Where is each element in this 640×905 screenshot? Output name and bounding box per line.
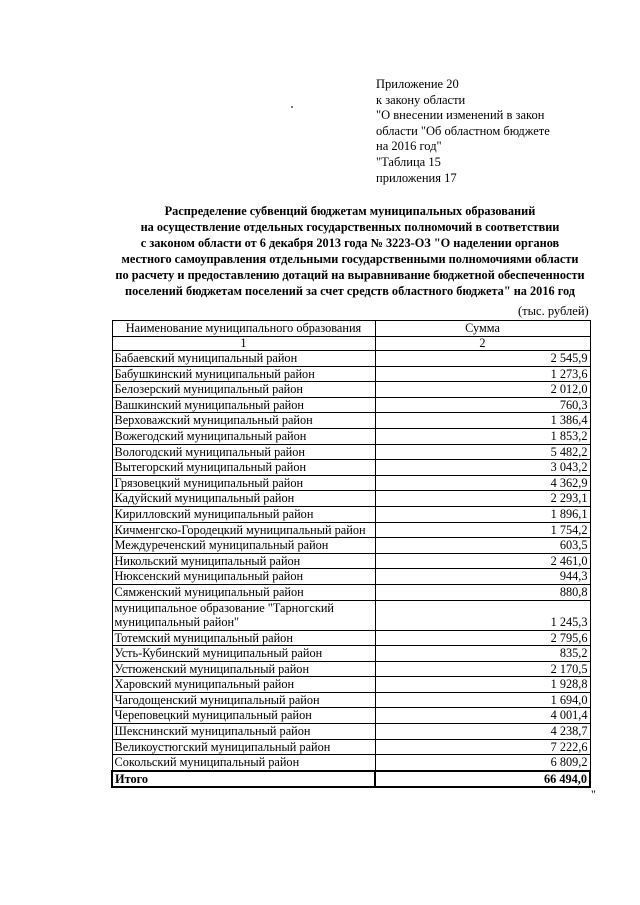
municipality-name: Чагодощенский муниципальный район [112,692,375,708]
municipality-name: Вожегодский муниципальный район [112,428,375,444]
municipality-name: Кичменгско-Городецкий муниципальный район [112,522,375,538]
municipality-name: муниципальное образование "Тарногский муниципальный район" [112,600,375,630]
table-row [112,397,590,413]
title-line: Распределение субвенций бюджетам муниципальных образований [164,204,536,218]
title-line: с законом области от 6 декабря 2013 года № 3223-ОЗ "О наделении органов [140,235,560,250]
table-row [112,444,590,460]
table-row [112,491,590,507]
total-label: Итого [112,771,375,788]
column-index: 1 [112,337,375,351]
table-row [112,692,590,708]
table-index-row [112,337,590,351]
municipality-name: Междуреченский муниципальный район [112,538,375,554]
closing-quote: " [591,787,596,801]
table-row [112,382,590,398]
municipality-name: Нюксенский муниципальный район [112,569,375,585]
municipality-name: Вологодский муниципальный район [112,444,375,460]
municipality-name: Вашкинский муниципальный район [112,397,375,413]
units-label: (тыс. рублей) [518,304,589,318]
subvention-sum: 760,3 [375,397,590,413]
subvention-sum: 4 001,4 [375,708,590,724]
table-row [112,413,590,429]
subvention-sum: 5 482,2 [375,444,590,460]
table-row [112,460,590,476]
table-row [112,351,590,367]
title-line: поселений бюджетам поселений за счет средств областного бюджета" на 2016 год [124,283,575,298]
municipality-name: Белозерский муниципальный район [112,382,375,398]
municipality-name: Великоустюгский муниципальный район [112,739,375,755]
title-line: местного самоуправления отдельными государственными полномочиями области [121,251,579,266]
appendix-line: области "Об областном бюджете [376,123,550,138]
municipality-name: Бабаевский муниципальный район [112,351,375,367]
subvention-sum: 1 273,6 [375,366,590,382]
table-row [112,600,590,630]
table-row [112,755,590,771]
subvention-sum: 4 362,9 [375,475,590,491]
subvention-sum: 603,5 [375,538,590,554]
subvention-sum: 944,3 [375,569,590,585]
table-row [112,428,590,444]
subvention-sum: 1 853,2 [375,428,590,444]
subvention-sum: 4 238,7 [375,724,590,740]
column-header-name: Наименование муниципального образования [112,321,375,337]
table-row [112,646,590,662]
subvention-sum: 880,8 [375,584,590,600]
subvention-sum: 2 012,0 [375,382,590,398]
appendix-line: "О внесении изменений в закон [376,108,545,123]
table-row [112,475,590,491]
subvention-sum: 1 928,8 [375,677,590,693]
municipality-name: Кирилловский муниципальный район [112,506,375,522]
municipality-name: Череповецкий муниципальный район [112,708,375,724]
table-row [112,553,590,569]
subvention-sum: 2 170,5 [375,661,590,677]
table-row [112,630,590,646]
appendix-line: "Таблица 15 [376,154,441,169]
appendix-line: на 2016 год" [376,139,442,154]
subvention-sum: 1 694,0 [375,692,590,708]
subvention-sum: 835,2 [375,646,590,662]
subvention-sum: 6 809,2 [375,755,590,771]
subvention-table [111,320,591,788]
title-line: по расчету и предоставлению дотаций на выравнивание бюджетной обеспеченности [115,267,585,282]
subvention-sum: 2 461,0 [375,553,590,569]
municipality-name: Бабушкинский муниципальный район [112,366,375,382]
subvention-sum: 1 245,3 [375,600,590,630]
municipality-name: Усть-Кубинский муниципальный район [112,646,375,662]
title-line: на осуществление отдельных государственных полномочий в соответствии [140,219,560,234]
municipality-name: Вытегорский муниципальный район [112,460,375,476]
table-row [112,522,590,538]
subvention-sum: 1 754,2 [375,522,590,538]
subvention-sum: 2 545,9 [375,351,590,367]
municipality-name: Тотемский муниципальный район [112,630,375,646]
subvention-sum: 1 386,4 [375,413,590,429]
table-row [112,366,590,382]
table-row [112,506,590,522]
appendix-reference [376,77,550,186]
appendix-line: Приложение 20 [376,77,459,91]
table-row [112,569,590,585]
municipality-name: Сокольский муниципальный район [112,755,375,771]
column-index: 2 [375,337,590,351]
table-row [112,584,590,600]
appendix-line: приложения 17 [376,170,457,185]
municipality-name: Кадуйский муниципальный район [112,491,375,507]
table-row [112,724,590,740]
subvention-sum: 2 293,1 [375,491,590,507]
municipality-name: Сямженский муниципальный район [112,584,375,600]
table-row [112,708,590,724]
municipality-name: Верховажский муниципальный район [112,413,375,429]
column-header-sum: Сумма [375,321,590,337]
appendix-line: к закону области [376,92,466,107]
municipality-name: Харовский муниципальный район [112,677,375,693]
table-header-row [112,321,590,337]
total-row [112,771,590,788]
subvention-sum: 3 043,2 [375,460,590,476]
total-sum: 66 494,0 [375,771,590,788]
municipality-name: Грязовецкий муниципальный район [112,475,375,491]
table-row [112,538,590,554]
municipality-name: Никольский муниципальный район [112,553,375,569]
subvention-sum: 2 795,6 [375,630,590,646]
table-row [112,677,590,693]
table-row [112,739,590,755]
scan-speck [291,106,293,108]
municipality-name: Шекснинский муниципальный район [112,724,375,740]
subvention-sum: 7 222,6 [375,739,590,755]
subvention-sum: 1 896,1 [375,506,590,522]
table-row [112,661,590,677]
document-title [100,204,600,299]
municipality-name: Устюженский муниципальный район [112,661,375,677]
